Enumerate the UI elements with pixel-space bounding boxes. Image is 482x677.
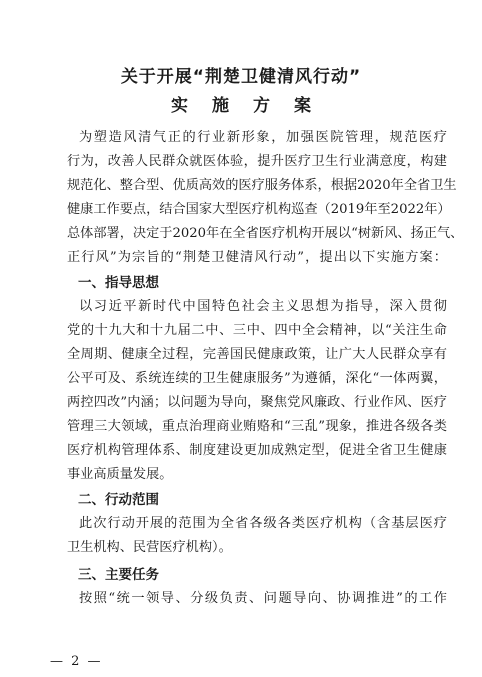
- document-title-line-1: 关于开展“荆楚卫健清风行动”: [120, 67, 362, 87]
- body-line: 总体部署，决定于2020年在全省医疗机构开展以“树新风、扬正气、: [67, 226, 464, 241]
- body-line: 规范化、整合型、优质高效的医疗服务体系，根据2020年全省卫生: [67, 178, 457, 193]
- document-title-line-2: 实施方案: [171, 96, 335, 116]
- body-line: 按照“统一领导、分级负责、问题导向、协调推进”的工作: [79, 591, 447, 606]
- body-line: 医疗机构管理体系、制度建设更加成熟定型，促进全省卫生健康: [67, 443, 447, 458]
- section-heading: 一、指导思想: [78, 275, 159, 291]
- body-line: 公平可及、系统连续的卫生健康服务”为遵循，深化“一体两翼，: [67, 371, 447, 386]
- body-line: 行为，改善人民群众就医体验，提升医疗卫生行业满意度，构建: [67, 154, 447, 169]
- body-line: 卫生机构、民营医疗机构）。: [67, 540, 232, 555]
- section-heading: 二、行动范围: [78, 492, 159, 508]
- body-line: 党的十九大和十九届二中、三中、四中全会精神，以“关注生命: [67, 323, 447, 338]
- page-number: — 2 —: [50, 654, 103, 669]
- body-line: 事业高质量发展。: [67, 467, 173, 482]
- body-line: 以习近平新时代中国特色社会主义思想为指导，深入贯彻: [79, 299, 447, 314]
- body-line: 管理三大领域，重点治理商业贿赂和“三乱”现象，推进各级各类: [67, 419, 447, 434]
- body-line: 健康工作要点，结合国家大型医疗机构巡查（2019年至2022年）: [67, 202, 451, 217]
- body-line: 为塑造风清气正的行业新形象，加强医院管理，规范医疗: [79, 130, 447, 145]
- body-line: 此次行动开展的范围为全省各级各类医疗机构（含基层医疗: [79, 516, 447, 531]
- section-heading: 三、主要任务: [78, 567, 159, 583]
- body-line: 全周期、健康全过程，完善国民健康政策，让广大人民群众享有: [67, 347, 447, 362]
- body-line: 两控四改”内涵；以问题为导向，聚焦党风廉政、行业作风、医疗: [67, 395, 447, 410]
- body-line: 正行风”为宗旨的“荆楚卫健清风行动”，提出以下实施方案：: [67, 250, 447, 265]
